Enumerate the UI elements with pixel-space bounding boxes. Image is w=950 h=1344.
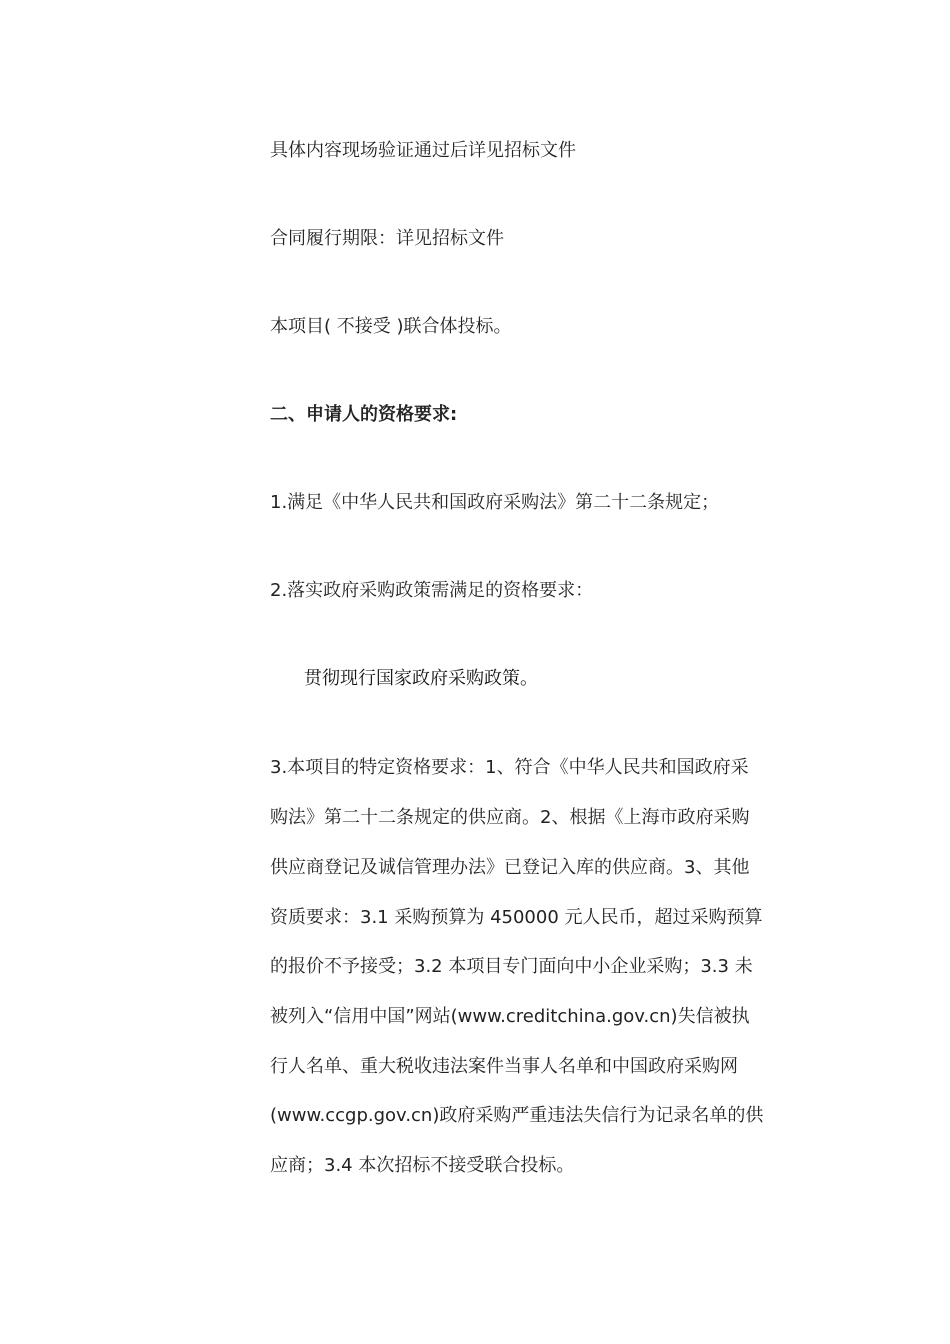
specific-requirement-line: 购法》第二十二条规定的供应商。2、根据《上海市政府采购 xyxy=(270,807,750,828)
specific-requirement-line: 资质要求：3.1 采购预算为 450000 元人民币，超过采购预算 xyxy=(270,907,763,928)
specific-requirement-line: 的报价不予接受；3.2 本项目专门面向中小企业采购；3.3 未 xyxy=(270,956,753,977)
specific-requirement-line: 3.本项目的特定资格要求：1、符合《中华人民共和国政府采 xyxy=(270,757,749,778)
requirement-2: 2.落实政府采购政策需满足的资格要求： xyxy=(270,580,594,601)
tender-doc-note: 具体内容现场验证通过后详见招标文件 xyxy=(270,140,576,161)
contract-period: 合同履行期限：详见招标文件 xyxy=(270,228,504,249)
specific-requirement-line: 被列入“信用中国”网站(www.creditchina.gov.cn)失信被执 xyxy=(270,1006,750,1027)
section-heading: 二、申请人的资格要求: xyxy=(270,404,458,425)
specific-requirement-line: 应商；3.4 本次招标不接受联合投标。 xyxy=(270,1155,575,1176)
specific-requirement-line: (www.ccgp.gov.cn)政府采购严重违法失信行为记录名单的供 xyxy=(270,1105,764,1126)
consortium-note: 本项目( 不接受 )联合体投标。 xyxy=(270,316,512,337)
policy-note: 贯彻现行国家政府采购政策。 xyxy=(304,668,538,689)
requirement-1: 1.满足《中华人民共和国政府采购法》第二十二条规定； xyxy=(270,492,720,513)
specific-requirement-line: 供应商登记及诚信管理办法》已登记入库的供应商。3、其他 xyxy=(270,857,750,878)
specific-requirement-line: 行人名单、重大税收违法案件当事人名单和中国政府采购网 xyxy=(270,1056,738,1077)
